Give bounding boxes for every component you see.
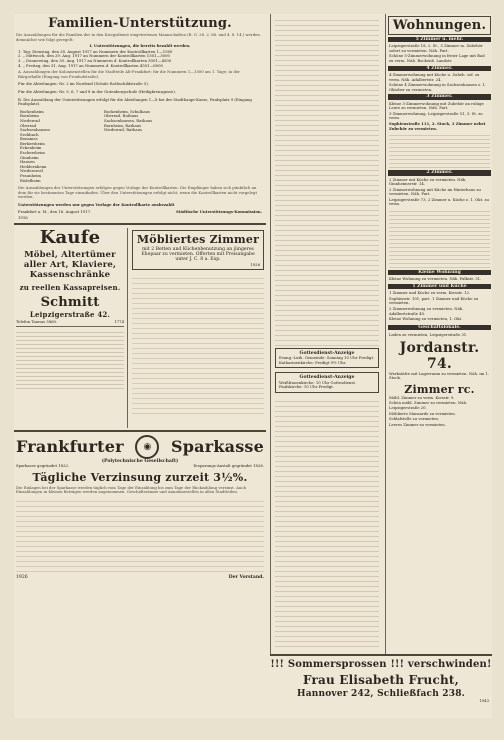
- district-b-item: Oberrad, Rathaus: [104, 113, 139, 119]
- date-line: [18, 210, 262, 215]
- moebl-code: 1926: [250, 261, 260, 267]
- far-ad-2: 1 Zimmer und Küche zu verm. Kiesstr. 12.: [389, 290, 471, 296]
- far-ad-4: 2 Zimmerwohnung zu vermieten. Näh. Adalbertstraße 40.: [389, 306, 464, 316]
- sparkasse-founded-right: Ersparungs-Anstalt gegründet 1826.: [193, 463, 264, 469]
- ad-w5: Kleine 3-Zimmerwohnung mit Zubehör an ruhige Leute zu vermieten. Näh. Part.: [389, 100, 484, 111]
- zimmer-ad-1: Möbl. Zimmer zu verm. Kiesstr. 9.: [389, 394, 455, 400]
- ad-w3: 4-Zimmerwohnung mit Küche u. Zubeh. sof. zu verm. Näh. Adalbertstr. 24.: [389, 71, 480, 82]
- district-a-item: Seckbach: [20, 131, 39, 137]
- wohnungen-title: Wohnungen.: [392, 18, 487, 33]
- schedule-item-1: 1. Tag: Dienstag, den 28. August 1917 an Nummern der Kontrollkarten 1—1500: [18, 48, 173, 54]
- ad-w8: 2 Zimmer mit Küche zu vermieten. Näh. Ginnheimerstr. 14.: [389, 176, 467, 187]
- sparkasse-sub: (Polytechnische Gesellschaft): [101, 458, 179, 464]
- sparkasse-footer-code: 1926: [16, 574, 28, 580]
- moebl-column: [132, 228, 264, 428]
- ad-w10: Leipzigerstraße 73, 2 Zimmer u. Küche z. 1. Okt. zu verm.: [389, 196, 489, 207]
- jordanstr-title: Jordanstr. 74.: [399, 339, 480, 372]
- gottesdienst-line-2: Katharinenkirche: Predigt 9½ Uhr.: [279, 359, 347, 365]
- sommersprossen-ad: [270, 654, 492, 718]
- ad-w1: Leipzigerstraße 18, 2. St., 5 Zimmer m. Zubehör sofort zu vermieten. Näh. Part.: [389, 43, 483, 53]
- gottesdienst-box-2: [275, 372, 379, 392]
- closing-text: Die Auszahlungen der Unterstützungen erfolgen gegen Vorlage der Kontrollkarten. Die Empfänger haben sich pünktlich an dem für sie bestimmten Tage einzufinden. Über den Unterstützungen erfolgt nicht, wenn die Kontrollkarten nicht vorgelegt werden.: [18, 185, 257, 200]
- section-2-zimmer: 2 Zimmer.: [388, 170, 491, 175]
- right-dense-2: [389, 208, 490, 268]
- sparkasse-left: Frankfurter: [16, 437, 124, 457]
- sommersprossen-name: Frau Elisabeth Frucht,: [302, 673, 460, 687]
- owl-emblem-icon: ◉: [135, 435, 159, 459]
- zimmer-ad-3: Möblierte Mansarde zu vermieten.: [389, 410, 456, 416]
- office-line-2: Für die Abteilungen: Nr. 5, 6, 7 und 8 in der Gutenbergschule (Heiligkreuzgasse).: [18, 88, 176, 94]
- schedule-item-3: 3. „ Donnerstag, den 30. Aug. 1917 an Nummern d. Kontrollkarten 3001—4500: [18, 57, 172, 63]
- right-column: [385, 14, 492, 718]
- kaufe-ad: [16, 228, 128, 428]
- sparkasse-dense-text: [16, 497, 264, 573]
- section-kleine-wohnung: Kleine Wohnung: [388, 270, 491, 275]
- date-signature: Städtische Unterstützungs-Kommission.: [175, 208, 262, 214]
- far-ad-3: Sophienstr. 101, part. 1 Zimmer und Küche zu vermieten.: [389, 295, 479, 306]
- district-a-item: Niederrad: [20, 117, 40, 123]
- dense-text-block: [132, 274, 264, 414]
- schedule-item-4: 4. „ Freitag, den 31. Aug. 1917 an Nummern d. Kontrollkarten 4501—6000: [18, 62, 163, 68]
- district-a-item: Eschersheim: [20, 150, 45, 156]
- schedule-list: [18, 50, 262, 68]
- sparkasse-founded: [16, 464, 264, 469]
- sommersprossen-title: !!! Sommersprossen !!! verschwinden!: [270, 659, 492, 670]
- zimmer-ad-2: Schön möbl. Zimmer zu vermieten. Näh. Leipzigerstraße 20.: [389, 400, 468, 411]
- district-a-item: Oberrad: [20, 122, 37, 128]
- gottesdienst-title-2: Gottesdienst-Anzeige: [299, 375, 355, 381]
- sparkasse-ad: [16, 435, 264, 580]
- wohnungen-header: [388, 16, 491, 35]
- kaufe-title: Kaufe: [39, 226, 101, 248]
- ad-w9: 2 Zimmerwohnung mit Küche im Hinterhaus zu vermieten. Näh. Part.: [389, 186, 481, 197]
- district-a-item: Niederursel: [20, 168, 43, 174]
- office-lines: [18, 82, 262, 106]
- gottesdienst-box: [275, 348, 379, 368]
- district-a-item: Berkersheim: [20, 140, 45, 146]
- zimmer-title: Zimmer rc.: [404, 382, 475, 396]
- section-1-zimmer: 1 Zimmer und Küche: [388, 284, 491, 289]
- familien-intro: Die Auszahlungen für die Familien der in den Kriegsdienst eingetretenen Mannschaften (R. G. 28. 2. 88. und 4. 8. 14.) werden demnächst wie folgt geregelt:: [16, 32, 260, 42]
- ad-w7: Sophienstraße 111, 2. Stock, 3 Zimmer nebst Zubehör zu vermieten.: [389, 121, 486, 131]
- sparkasse-text: Die Einlagen bei der Sparkasse werden täglich vom Tage der Einzahlung bis zum Tage der Rückzahlung verzinst. Auch Einzahlungen in kleinen Beträgen werden angenommen. Geschäftsräume und Annahmestellen in allen Stadtteilen.: [16, 484, 246, 495]
- interest-line: Tägliche Verzinsung zurzeit 3½%.: [32, 470, 248, 484]
- schedule-note: A. Auszahlungen der Kolonnenstellen für die Stadtteile Alt-Frankfurt: für die Nummern 1—1500 am 1. Tage; in der Bürgerhalle (Eingang von Fronhofstraße).: [18, 69, 240, 79]
- kaufe-price: zu reellen Kassapreisen.: [19, 282, 121, 292]
- section-4-zimmer: 4 Zimmer.: [388, 66, 491, 71]
- ad-w6: 3-Zimmerwohnung, Leipzigerstraße 51, 3. St. zu verm.: [389, 110, 483, 121]
- district-a-item: Hausen: [20, 159, 35, 165]
- geschaeftslokale-title: Geschäftslokale.: [388, 325, 491, 330]
- sparkasse-header: [16, 435, 264, 459]
- district-a-item: Ginnheim: [20, 154, 39, 160]
- districts-list-a: [20, 110, 100, 184]
- kaufe-items: Möbel, Altertümer aller Art, Klaviere, Kassenschränke: [23, 249, 117, 280]
- moebl-title: Möbliertes Zimmer: [136, 232, 260, 246]
- district-b-item: Niederrad, Rathaus: [104, 127, 143, 133]
- districts-list-b: [104, 110, 184, 184]
- schmitt-code: 1774: [114, 318, 124, 324]
- gottesdienst-title: Gottesdienst-Anzeige: [299, 351, 355, 356]
- small-classifieds: [16, 329, 124, 399]
- moebl-sub: mit 2 Betten und Küchenbenutzung an jüngeres Ehepaar zu vermieten. Offerten mit Preisangabe unter J. C. 8 a. Exp.: [141, 246, 255, 263]
- code-right: 1943: [479, 698, 489, 703]
- left-column: [14, 14, 266, 718]
- schedule-title: I. Unterstützungen, die bereits bezahlt werden.: [89, 43, 191, 49]
- office-line-3: B. Die Auszahlung der Unterstützungen erfolgt für die Abteilungen 1—8 bei der Stadthaupt-Kasse, Paulsplatz 9 (Eingang Paulsplatz).: [18, 96, 252, 107]
- mid-dense-text-2: [275, 397, 379, 647]
- closing-bold: Unterstützungen werden nur gegen Vorlage der Kontrollkarte ausbezahlt: [18, 202, 175, 207]
- sparkasse-founded-left: Sparkasse gegründet 1822.: [16, 463, 70, 469]
- sommersprossen-address: Hannover 242, Schließfach 238.: [296, 689, 465, 699]
- district-a-item: Bornheim: [20, 113, 39, 119]
- gottesdienst-line-4: Paulskirche: 10 Uhr Predigt.: [279, 384, 335, 390]
- district-a-item: Rödelheim: [20, 177, 41, 183]
- middle-column: [270, 14, 383, 718]
- district-a-item: Eckenheim: [20, 145, 42, 151]
- sparkasse-footer: [16, 575, 264, 580]
- district-a-item: Bockenheim: [20, 108, 44, 114]
- districts-table: [20, 110, 260, 184]
- jordanstr-text: Werkstätte mit Lagerraum zu vermieten. Näh. im 1. Stock.: [389, 370, 489, 381]
- date-text: Frankfurt a. M., den 16. August 1917.: [18, 208, 92, 214]
- right-dense-1: [389, 132, 490, 168]
- district-a-item: Sachsenhausen: [20, 127, 50, 133]
- ad-w4: Schöne 4 Zimmerwohnung in Sachsenhausen z. 1. Oktober zu vermieten.: [389, 82, 487, 92]
- sparkasse-right: Sparkasse: [171, 437, 264, 457]
- district-b-item: Sachsenhausen, Rathaus: [104, 117, 153, 123]
- far-ad-1: Kleine Wohnung zu vermieten. Näh. Falkstr. 31.: [389, 276, 482, 282]
- gottesdienst-line-3: Weißfrauenkirche: 10 Uhr Gottesdienst.: [279, 379, 357, 385]
- gottesdienst-line-1: Evang.-Luth. Gemeinde: Sonntag 10 Uhr Predigt.: [279, 355, 375, 361]
- ads-row: [16, 228, 264, 428]
- schmitt-name: Schmitt: [40, 294, 100, 310]
- schmitt-phone: Telefon Taunus 3860.: [16, 318, 58, 324]
- district-a-item: Bonames: [20, 136, 38, 142]
- district-a-item: Praunheim: [20, 173, 42, 179]
- familien-title: Familien-Unterstützung.: [48, 16, 232, 31]
- ad-w2: Schöne 5-Zimmerwohnung in freier Lage mit Bad zu verm. Näh. Bockenh. Landstr.: [389, 53, 485, 64]
- district-a-item: Heddernheim: [20, 163, 47, 169]
- vorstand: Der Vorstand.: [228, 574, 264, 580]
- district-b-item: Bornheim, Rathaus: [104, 122, 142, 128]
- section-3-zimmer: 3 Zimmer.: [388, 94, 491, 99]
- schedule-item-2: 2. „ Mittwoch, den 29. Aug. 1917 an Nummern der Kontrollkarten 1501—3000: [18, 53, 170, 59]
- far-ad-5: Kleine Wohnung zu vermieten, 1. Okt.: [389, 316, 463, 322]
- zimmer-ad-5: Leeres Zimmer zu vermieten.: [389, 421, 446, 427]
- schmitt-phone-row: [16, 320, 124, 325]
- code-left: 1916: [18, 215, 28, 221]
- mid-dense-text: [275, 16, 379, 346]
- office-line-1: Für die Abteilungen: Nr. 2 im Nordend (Schule Rothschildstraße 5).: [18, 81, 149, 87]
- schmitt-address: Leipzigerstraße 42.: [29, 309, 111, 319]
- laden-text: Laden zu vermieten, Leipzigerstraße 31.: [389, 332, 468, 338]
- section-5-zimmer: 5 Zimmer u. mehr.: [388, 37, 491, 42]
- zimmer-ad-4: Schlafstelle zu vermieten.: [389, 416, 440, 422]
- moebl-ad: [132, 230, 264, 270]
- newspaper-page: [14, 14, 492, 718]
- district-b-item: Bockenheim, Schulhaus: [104, 108, 151, 114]
